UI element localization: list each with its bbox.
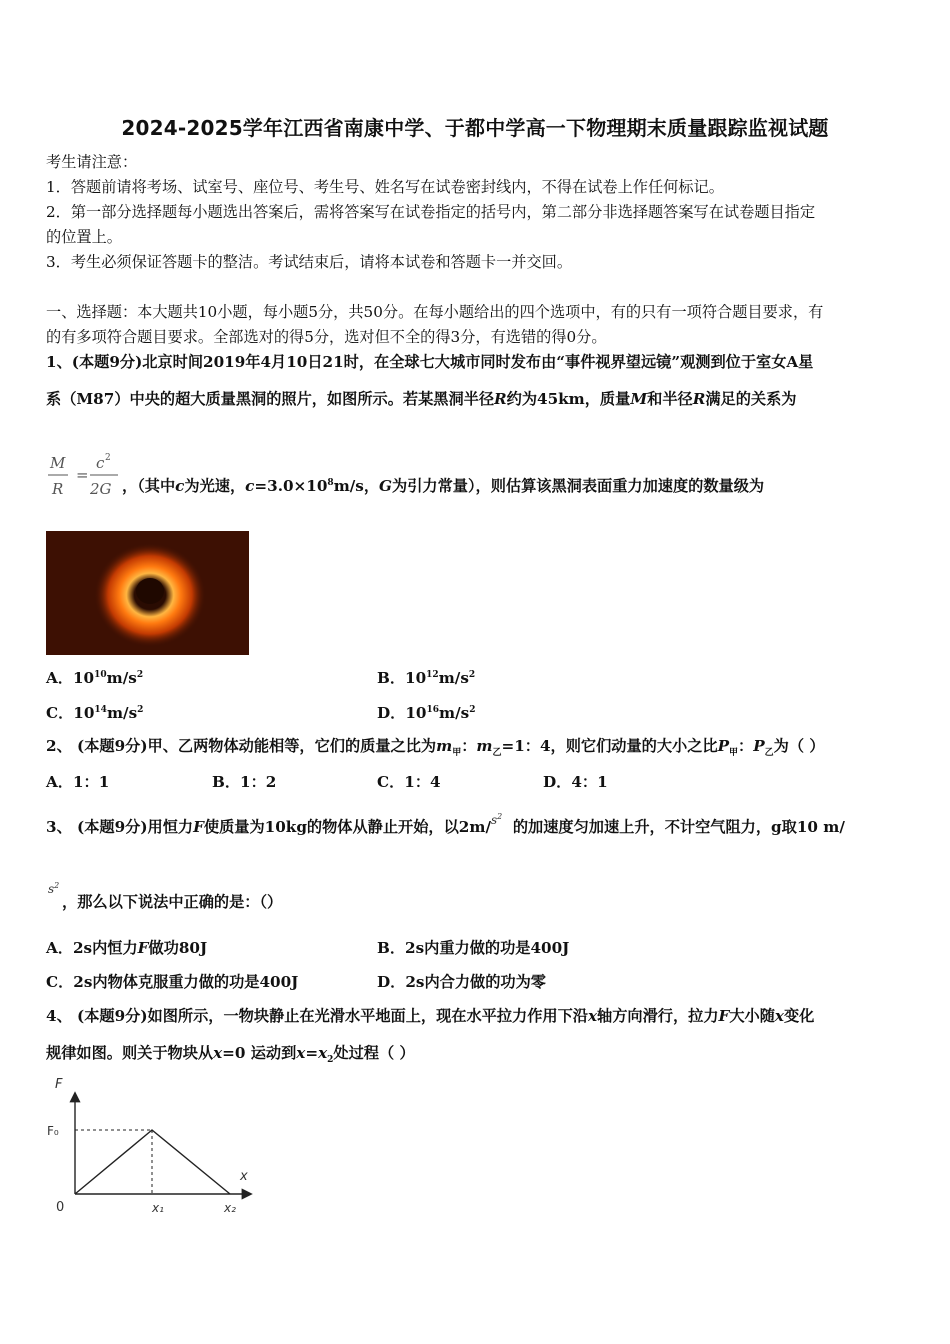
notice-item-2a: 2．第一部分选择题每小题选出答案后，需将答案写在试卷指定的括号内，第二部分非选择题答案写在试卷题目指定 bbox=[46, 203, 816, 221]
notice-item-2b: 的位置上。 bbox=[46, 228, 122, 246]
q2-stem: 2、 (本题9分)甲、乙两物体动能相等，它们的质量之比为$m_甲$：$m_乙=1$：4，则它们动量的大小之比$P_甲$：$P_乙$为（ ） bbox=[46, 737, 825, 759]
q2-option-c[interactable]: C．1：4 bbox=[377, 773, 441, 791]
force-displacement-graph bbox=[44, 1072, 260, 1220]
origin-label: 0 bbox=[56, 1200, 65, 1215]
formula-equals: = bbox=[76, 466, 89, 484]
q1-option-a[interactable]: A．$10^{10}m/s^2$ bbox=[46, 669, 144, 687]
unit-s-squared-2: $s^2$ bbox=[48, 881, 60, 896]
q3-option-d[interactable]: D．2s内合力做的功为零 bbox=[377, 973, 546, 991]
formula-numerator-c: c bbox=[96, 454, 105, 472]
notice-item-1: 1．答题前请将考场、试室号、座位号、考生号、姓名写在试卷密封线内，不得在试卷上作任何标记。 bbox=[46, 178, 724, 196]
formula-exponent: 2 bbox=[105, 453, 111, 463]
notice-item-3: 3．考生必须保证答题卡的整洁。考试结束后，请将本试卷和答题卡一并交回。 bbox=[46, 253, 573, 271]
q1-line1: 1、(本题9分)北京时间2019年4月10日21时，在全球七大城市同时发布由“事件视界望远镜”观测到位于室女A星 bbox=[46, 353, 814, 371]
formula-denominator-r: R bbox=[52, 480, 64, 498]
formula-numerator-m: M bbox=[50, 454, 66, 472]
q3-stem: 3、 (本题9分)用恒力F使质量为10kg的物体从静止开始，以2m/$^{s^2}$ 的加速度匀加速上升，不计空气阻力，g取10 m/ bbox=[46, 812, 845, 836]
f0-label: F₀ bbox=[47, 1124, 59, 1138]
q1-line2: 系（M87）中央的超大质量黑洞的照片，如图所示。若某黑洞半径R约为45km，质量M和半径R满足的关系为 bbox=[46, 390, 797, 408]
q4-line1: 4、 (本题9分)如图所示，一物块静止在光滑水平地面上，现在水平拉力作用下沿x轴方向滑行，拉力F大小随x变化 bbox=[46, 1007, 815, 1025]
q2-option-d[interactable]: D．4：1 bbox=[543, 773, 608, 791]
section1-line1: 一、选择题：本大题共10小题，每小题5分，共50分。在每小题给出的四个选项中，有的只有一项符合题目要求，有 bbox=[46, 303, 824, 321]
mass-radius-formula bbox=[46, 450, 126, 504]
q1-option-b[interactable]: B．$10^{12}m/s^2$ bbox=[377, 669, 476, 687]
section1-line2: 的有多项符合题目要求。全部选对的得5分，选对但不全的得3分，有选错的得0分。 bbox=[46, 328, 607, 346]
formula-denominator-2g: 2G bbox=[90, 480, 112, 498]
q1-option-c[interactable]: C．$10^{14}m/s^2$ bbox=[46, 704, 144, 722]
y-axis-label: F bbox=[55, 1077, 63, 1092]
q1-line3: ，（其中c为光速，$c=3.0\times 10^8m/s$，G为引力常量），则估算该黑洞表面重力加速度的数量级为 bbox=[122, 477, 765, 495]
x-axis-label: x bbox=[240, 1169, 248, 1184]
black-hole-image bbox=[46, 531, 249, 655]
q3-option-b[interactable]: B．2s内重力做的功是400J bbox=[377, 939, 570, 957]
page-title: 2024-2025学年江西省南康中学、于都中学高一下物理期末质量跟踪监视试题 bbox=[121, 116, 829, 140]
q3-stem-end: ，那么以下说法中正确的是：（） bbox=[62, 893, 283, 911]
q2-option-a[interactable]: A．1：1 bbox=[46, 773, 110, 791]
q2-option-b[interactable]: B．1：2 bbox=[212, 773, 277, 791]
q3-option-c[interactable]: C．2s内物体克服重力做的功是400J bbox=[46, 973, 299, 991]
black-hole-shadow bbox=[136, 578, 164, 604]
x1-label: x₁ bbox=[152, 1201, 164, 1215]
notice-heading: 考生请注意： bbox=[46, 153, 138, 171]
unit-s-squared: s2 bbox=[491, 812, 503, 827]
q1-option-d[interactable]: D．$10^{16}m/s^2$ bbox=[377, 704, 476, 722]
x2-label: x₂ bbox=[224, 1201, 236, 1215]
q4-line2: 规律如图。则关于物块从x=0 运动到$x=x_2$处过程（ ） bbox=[46, 1044, 415, 1066]
q3-option-a[interactable]: A．2s内恒力F做功80J bbox=[46, 939, 208, 957]
